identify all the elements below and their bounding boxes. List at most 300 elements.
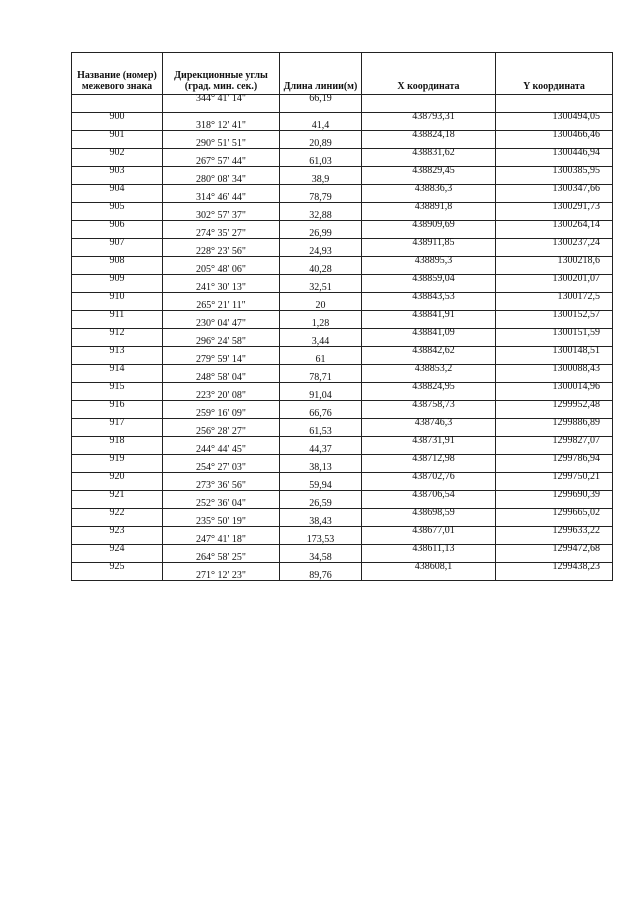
x-value: 438731,91	[412, 435, 455, 446]
length-cell	[280, 293, 362, 311]
point-name-cell	[72, 113, 163, 131]
angle-cell	[163, 203, 280, 221]
y-value: 1299786,94	[552, 453, 600, 464]
table-row	[72, 203, 613, 221]
y-cell	[496, 257, 613, 275]
header-point-name: Название (номер) межевого знака	[72, 53, 163, 95]
table-row	[72, 401, 613, 419]
y-cell	[496, 401, 613, 419]
point-name-cell	[72, 95, 163, 113]
x-value: 438841,91	[412, 309, 455, 320]
x-value: 438911,85	[412, 237, 455, 248]
angle-cell	[163, 131, 280, 149]
length-cell	[280, 473, 362, 491]
angle-value: 279° 59' 14"	[196, 354, 246, 365]
point-name-value: 904	[109, 183, 125, 194]
point-name-value: 910	[109, 291, 125, 302]
x-value: 438824,18	[412, 129, 455, 140]
y-value: 1300446,94	[552, 147, 600, 158]
header-direction-angle: Дирекционные углы (град. мин. сек.)	[163, 53, 280, 95]
x-cell	[362, 113, 496, 131]
length-value: 59,94	[309, 480, 332, 491]
point-name-cell	[72, 347, 163, 365]
x-value: 438891,8	[414, 201, 453, 212]
angle-cell	[163, 491, 280, 509]
angle-value: 254° 27' 03"	[196, 462, 246, 473]
length-cell	[280, 149, 362, 167]
y-value: 1299750,21	[552, 471, 600, 482]
table-row	[72, 347, 613, 365]
y-value: 1300237,24	[552, 237, 600, 248]
length-cell	[280, 311, 362, 329]
y-value: 1300347,66	[552, 183, 600, 194]
point-name-cell	[72, 401, 163, 419]
angle-cell	[163, 365, 280, 383]
length-value: 20	[315, 300, 326, 311]
point-name-cell	[72, 239, 163, 257]
angle-value: 256° 28' 27"	[196, 426, 246, 437]
point-name-cell	[72, 473, 163, 491]
angle-cell	[163, 383, 280, 401]
x-cell	[362, 527, 496, 545]
x-cell	[362, 149, 496, 167]
point-name-cell	[72, 185, 163, 203]
y-value: 1300014,96	[552, 381, 600, 392]
y-cell	[496, 203, 613, 221]
table-row	[72, 419, 613, 437]
length-cell	[280, 185, 362, 203]
point-name-cell	[72, 509, 163, 527]
length-cell	[280, 545, 362, 563]
point-name-value: 917	[109, 417, 125, 428]
angle-value: 302° 57' 37"	[196, 210, 246, 221]
angle-value: 267° 57' 44"	[196, 156, 246, 167]
y-cell	[496, 149, 613, 167]
point-name-value: 922	[109, 507, 125, 518]
point-name-cell	[72, 491, 163, 509]
x-value: 438859,04	[412, 273, 455, 284]
angle-value: 247° 41' 18"	[196, 534, 246, 545]
x-value: 438702,76	[412, 471, 455, 482]
angle-value: 296° 24' 58"	[196, 336, 246, 347]
x-value: 438831,62	[412, 147, 455, 158]
y-value: 1299886,89	[552, 417, 600, 428]
length-value: 38,13	[309, 462, 332, 473]
length-value: 41,4	[311, 120, 330, 131]
angle-cell	[163, 401, 280, 419]
x-cell	[362, 437, 496, 455]
x-value: 438677,01	[412, 525, 455, 536]
length-value: 66,19	[309, 93, 332, 104]
angle-value: 280° 08' 34"	[196, 174, 246, 185]
y-value: 1300264,14	[552, 219, 600, 230]
length-cell	[280, 221, 362, 239]
y-cell	[496, 563, 613, 581]
angle-value: 244° 44' 45"	[196, 444, 246, 455]
point-name-value: 914	[109, 363, 125, 374]
length-value: 38,43	[309, 516, 332, 527]
angle-value: 274° 35' 27"	[196, 228, 246, 239]
table-header	[72, 53, 613, 95]
length-value: 173,53	[306, 534, 335, 545]
x-value: 438829,45	[412, 165, 455, 176]
point-name-cell	[72, 221, 163, 239]
x-value: 438842,62	[412, 345, 455, 356]
x-value: 438758,73	[412, 399, 455, 410]
table-row	[72, 185, 613, 203]
y-value: 1300494,05	[552, 111, 600, 122]
length-value: 89,76	[309, 570, 332, 581]
y-cell	[496, 509, 613, 527]
length-value: 34,58	[309, 552, 332, 563]
y-value: 1300291,73	[552, 201, 600, 212]
table-row	[72, 149, 613, 167]
y-cell	[496, 167, 613, 185]
table-row	[72, 509, 613, 527]
angle-cell	[163, 113, 280, 131]
x-value: 438895,3	[414, 255, 453, 266]
angle-value: 241° 30' 13"	[196, 282, 246, 293]
angle-value: 235° 50' 19"	[196, 516, 246, 527]
length-cell	[280, 509, 362, 527]
length-value: 3,44	[311, 336, 330, 347]
length-value: 38,9	[311, 174, 330, 185]
y-cell	[496, 455, 613, 473]
angle-value: 265° 21' 11"	[196, 300, 246, 311]
y-value: 1300152,57	[552, 309, 600, 320]
point-name-cell	[72, 311, 163, 329]
point-name-cell	[72, 149, 163, 167]
point-name-value: 924	[109, 543, 125, 554]
length-cell	[280, 419, 362, 437]
y-cell	[496, 131, 613, 149]
x-value: 438836,3	[414, 183, 453, 194]
angle-cell	[163, 545, 280, 563]
angle-cell	[163, 221, 280, 239]
point-name-value: 909	[109, 273, 125, 284]
length-value: 20,89	[309, 138, 332, 149]
angle-value: 252° 36' 04"	[196, 498, 246, 509]
point-name-value: 911	[109, 309, 125, 320]
length-cell	[280, 383, 362, 401]
y-cell	[496, 275, 613, 293]
point-name-cell	[72, 563, 163, 581]
angle-cell	[163, 563, 280, 581]
length-value: 66,76	[309, 408, 332, 419]
angle-cell	[163, 509, 280, 527]
length-cell	[280, 437, 362, 455]
x-value: 438611,13	[412, 543, 455, 554]
x-value: 438712,98	[412, 453, 455, 464]
table-row	[72, 545, 613, 563]
y-value: 1299690,39	[552, 489, 600, 500]
table-row	[72, 365, 613, 383]
length-value: 61,03	[309, 156, 332, 167]
table-row	[72, 473, 613, 491]
point-name-cell	[72, 329, 163, 347]
x-cell	[362, 329, 496, 347]
length-cell	[280, 491, 362, 509]
length-cell	[280, 347, 362, 365]
length-value: 61,53	[309, 426, 332, 437]
point-name-cell	[72, 419, 163, 437]
table-row	[72, 563, 613, 581]
angle-cell	[163, 239, 280, 257]
point-name-cell	[72, 257, 163, 275]
length-cell	[280, 329, 362, 347]
angle-value: 318° 12' 41"	[196, 120, 246, 131]
x-cell	[362, 293, 496, 311]
point-name-cell	[72, 545, 163, 563]
x-cell	[362, 419, 496, 437]
x-cell	[362, 509, 496, 527]
point-name-value: 902	[109, 147, 125, 158]
x-cell	[362, 473, 496, 491]
angle-cell	[163, 293, 280, 311]
length-value: 78,79	[309, 192, 332, 203]
point-name-value: 916	[109, 399, 125, 410]
table-row	[72, 329, 613, 347]
length-cell	[280, 239, 362, 257]
length-value: 44,37	[309, 444, 332, 455]
angle-value: 223° 20' 08"	[196, 390, 246, 401]
point-name-value: 921	[109, 489, 125, 500]
y-cell	[496, 239, 613, 257]
x-value: 438843,53	[412, 291, 455, 302]
x-cell	[362, 257, 496, 275]
length-cell	[280, 563, 362, 581]
length-cell	[280, 275, 362, 293]
x-cell	[362, 401, 496, 419]
length-cell	[280, 131, 362, 149]
point-name-value: 903	[109, 165, 125, 176]
angle-cell	[163, 185, 280, 203]
point-name-value: 913	[109, 345, 125, 356]
y-value: 1300385,95	[552, 165, 600, 176]
x-cell	[362, 167, 496, 185]
x-cell	[362, 311, 496, 329]
angle-value: 314° 46' 44"	[196, 192, 246, 203]
table-row	[72, 383, 613, 401]
angle-value: 273° 36' 56"	[196, 480, 246, 491]
point-name-value: 906	[109, 219, 125, 230]
y-cell	[496, 545, 613, 563]
table-row	[72, 527, 613, 545]
angle-value: 290° 51' 51"	[196, 138, 246, 149]
y-cell	[496, 365, 613, 383]
point-name-value: 900	[109, 111, 125, 122]
angle-cell	[163, 347, 280, 365]
point-name-cell	[72, 437, 163, 455]
length-value: 24,93	[309, 246, 332, 257]
table-row	[72, 311, 613, 329]
header-x-coordinate: X координата	[362, 53, 496, 95]
y-value: 1299472,68	[552, 543, 600, 554]
y-cell	[496, 311, 613, 329]
length-cell	[280, 455, 362, 473]
y-cell	[496, 347, 613, 365]
length-cell	[280, 113, 362, 131]
angle-value: 230° 04' 47"	[196, 318, 246, 329]
x-cell	[362, 347, 496, 365]
table-row	[72, 455, 613, 473]
x-value: 438793,31	[412, 111, 455, 122]
point-name-value: 915	[109, 381, 125, 392]
x-cell	[362, 563, 496, 581]
x-cell	[362, 185, 496, 203]
point-name-cell	[72, 203, 163, 221]
length-cell	[280, 257, 362, 275]
angle-value: 248° 58' 04"	[196, 372, 246, 383]
angle-cell	[163, 527, 280, 545]
table-row	[72, 491, 613, 509]
length-value: 26,59	[309, 498, 332, 509]
angle-cell	[163, 257, 280, 275]
angle-cell	[163, 167, 280, 185]
y-value: 1300466,46	[552, 129, 600, 140]
y-value: 1300172,5	[557, 291, 600, 302]
length-value: 61	[315, 354, 326, 365]
x-value: 438706,54	[412, 489, 455, 500]
y-cell	[496, 491, 613, 509]
point-name-value: 905	[109, 201, 125, 212]
x-value: 438698,59	[412, 507, 455, 518]
x-cell	[362, 491, 496, 509]
point-name-value: 908	[109, 255, 125, 266]
point-name-cell	[72, 275, 163, 293]
point-name-cell	[72, 131, 163, 149]
angle-cell	[163, 437, 280, 455]
y-cell	[496, 383, 613, 401]
y-value: 1299438,23	[552, 561, 600, 572]
length-cell	[280, 401, 362, 419]
angle-cell	[163, 95, 280, 113]
x-cell	[362, 131, 496, 149]
y-cell	[496, 329, 613, 347]
y-value: 1300151,59	[552, 327, 600, 338]
y-value: 1299633,22	[552, 525, 600, 536]
length-cell	[280, 167, 362, 185]
y-cell	[496, 185, 613, 203]
x-value: 438608,1	[414, 561, 453, 572]
angle-value: 228° 23' 56"	[196, 246, 246, 257]
table-row	[72, 113, 613, 131]
point-name-value: 923	[109, 525, 125, 536]
x-value: 438824,95	[412, 381, 455, 392]
table-row	[72, 257, 613, 275]
coordinates-table	[71, 52, 613, 581]
x-cell	[362, 383, 496, 401]
y-cell	[496, 293, 613, 311]
x-cell	[362, 455, 496, 473]
length-value: 78,71	[309, 372, 332, 383]
table-row	[72, 221, 613, 239]
x-cell	[362, 545, 496, 563]
table-row	[72, 437, 613, 455]
header-y-coordinate: Y координата	[496, 53, 613, 95]
point-name-value: 920	[109, 471, 125, 482]
table-row	[72, 131, 613, 149]
point-name-value: 912	[109, 327, 125, 338]
angle-value: 264° 58' 25"	[196, 552, 246, 563]
angle-value: 205° 48' 06"	[196, 264, 246, 275]
angle-cell	[163, 419, 280, 437]
angle-value: 259° 16' 09"	[196, 408, 246, 419]
y-value: 1300218,6	[557, 255, 600, 266]
y-cell	[496, 527, 613, 545]
x-cell	[362, 95, 496, 113]
angle-cell	[163, 473, 280, 491]
table-row	[72, 275, 613, 293]
y-cell	[496, 113, 613, 131]
y-value: 1299665,02	[552, 507, 600, 518]
angle-value: 271° 12' 23"	[196, 570, 246, 581]
y-cell	[496, 221, 613, 239]
length-value: 40,28	[309, 264, 332, 275]
y-value: 1300088,43	[552, 363, 600, 374]
length-value: 32,88	[309, 210, 332, 221]
point-name-cell	[72, 527, 163, 545]
length-cell	[280, 365, 362, 383]
x-cell	[362, 221, 496, 239]
y-value: 1300201,07	[552, 273, 600, 284]
point-name-cell	[72, 455, 163, 473]
length-value: 91,04	[309, 390, 332, 401]
length-value: 1,28	[311, 318, 330, 329]
angle-cell	[163, 275, 280, 293]
y-cell	[496, 95, 613, 113]
x-value: 438841,09	[412, 327, 455, 338]
length-cell	[280, 95, 362, 113]
point-name-cell	[72, 293, 163, 311]
x-cell	[362, 239, 496, 257]
table-row	[72, 167, 613, 185]
point-name-value: 919	[109, 453, 125, 464]
point-name-value: 925	[109, 561, 125, 572]
length-cell	[280, 527, 362, 545]
x-cell	[362, 275, 496, 293]
length-value: 32,51	[309, 282, 332, 293]
length-value: 26,99	[309, 228, 332, 239]
table-row	[72, 239, 613, 257]
y-cell	[496, 437, 613, 455]
x-cell	[362, 365, 496, 383]
x-cell	[362, 203, 496, 221]
angle-cell	[163, 329, 280, 347]
table-body	[72, 95, 613, 581]
y-cell	[496, 473, 613, 491]
angle-value: 344° 41' 14"	[196, 93, 246, 104]
y-value: 1299827,07	[552, 435, 600, 446]
y-value: 1300148,51	[552, 345, 600, 356]
y-value: 1299952,48	[552, 399, 600, 410]
header-line-length: Длина линии(м)	[280, 53, 362, 95]
length-cell	[280, 203, 362, 221]
point-name-cell	[72, 383, 163, 401]
angle-cell	[163, 149, 280, 167]
x-value: 438746,3	[414, 417, 453, 428]
table-row	[72, 95, 613, 113]
x-value: 438909,69	[412, 219, 455, 230]
point-name-value: 907	[109, 237, 125, 248]
point-name-cell	[72, 167, 163, 185]
point-name-value: 901	[109, 129, 125, 140]
angle-cell	[163, 455, 280, 473]
table-row	[72, 293, 613, 311]
angle-cell	[163, 311, 280, 329]
point-name-value: 918	[109, 435, 125, 446]
point-name-cell	[72, 365, 163, 383]
